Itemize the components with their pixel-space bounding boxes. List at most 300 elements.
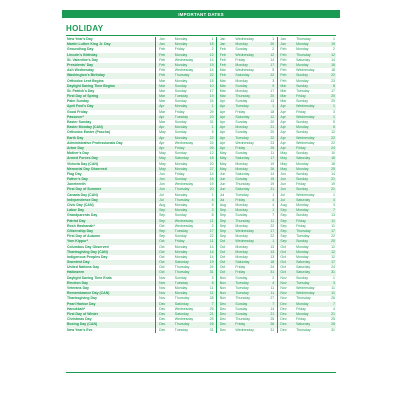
day-number-cell: 22	[331, 140, 335, 145]
month-cell: Sep	[219, 213, 226, 218]
holiday-name: Administrative Professionals Day	[67, 140, 123, 145]
day-number-cell: 29	[209, 109, 214, 114]
day-number-cell: 19	[270, 182, 275, 187]
day-number-cell: 16	[325, 63, 336, 68]
month-cell: Jun	[279, 187, 295, 192]
weekday-cell: Monday	[296, 161, 309, 166]
month-cell: Oct	[219, 250, 235, 255]
weekday-cell: Sunday	[174, 151, 187, 156]
month-cell: Feb	[279, 63, 295, 68]
weekday-cell: Tuesday	[295, 281, 325, 286]
weekday-cell: Monday	[235, 88, 248, 93]
weekday-cell: Sunday	[235, 47, 248, 52]
weekday-cell: Thursday	[174, 198, 204, 203]
weekday-cell: Sunday	[234, 312, 264, 317]
weekday-cell: Thursday	[235, 296, 251, 301]
month-cell: Sep	[219, 223, 226, 228]
weekday-cell: Monday	[235, 254, 248, 259]
weekday-cell: Monday	[234, 167, 264, 172]
holiday-name: Remembrance Day (CAN)	[66, 291, 154, 296]
day-number-cell: 31	[270, 327, 275, 332]
day-number-cell: 21	[325, 312, 336, 317]
holiday-name: Sweetest Day	[66, 260, 154, 265]
day-number-cell: 16	[204, 177, 214, 182]
month-cell: Sep	[219, 219, 235, 224]
weekday-cell: Wednesday	[235, 68, 254, 73]
day-number-cell: 17	[265, 229, 275, 234]
weekday-cell: Wednesday	[296, 192, 315, 197]
day-number-cell: 17	[270, 88, 275, 93]
month-cell: Dec	[280, 306, 287, 311]
month-cell: Mar	[158, 84, 174, 89]
weekday-cell: Monday	[235, 223, 248, 228]
month-cell: Sep	[279, 219, 295, 224]
month-cell: Dec	[219, 302, 235, 307]
weekday-cell: Saturday	[235, 171, 250, 176]
day-number-cell: 1	[325, 115, 336, 120]
day-number-cell: 21	[325, 187, 336, 192]
month-cell: Sep	[279, 229, 295, 234]
weekday-cell: Monday	[295, 125, 325, 130]
weekday-cell: Monday	[234, 42, 264, 47]
month-cell: Apr	[159, 140, 165, 145]
weekday-cell: Thursday	[296, 296, 311, 301]
month-cell: Oct	[159, 254, 165, 259]
day-number-cell: 15	[265, 177, 275, 182]
month-cell: Oct	[159, 265, 165, 270]
weekday-cell: Monday	[235, 161, 248, 166]
day-number-cell: 12	[265, 53, 275, 58]
holiday-name: Easter Monday (CAN)	[66, 125, 154, 130]
day-number-cell: 2	[333, 47, 335, 52]
day-number-cell: 2	[272, 47, 275, 52]
weekday-cell: Wednesday	[296, 140, 315, 145]
weekday-cell: Tuesday	[234, 281, 264, 286]
month-cell: May	[159, 130, 166, 135]
month-cell: Feb	[158, 53, 174, 58]
day-number-cell: 26	[265, 322, 275, 327]
weekday-cell: Sunday	[295, 73, 325, 78]
month-cell: Oct	[159, 223, 165, 228]
month-cell: Jan	[279, 42, 295, 47]
month-cell: Nov	[279, 281, 295, 286]
weekday-cell: Wednesday	[235, 327, 254, 332]
month-cell: Oct	[219, 254, 226, 259]
weekday-cell: Sunday	[174, 88, 187, 93]
month-cell: Apr	[279, 136, 295, 141]
day-number-cell: 19	[331, 182, 335, 187]
holiday-name: Hanukkah*	[67, 306, 86, 311]
holiday-name: Citizenship Day	[66, 229, 154, 234]
day-number-cell: 27	[204, 167, 214, 172]
day-number-cell: 20	[209, 161, 214, 166]
month-cell: Jun	[280, 171, 287, 176]
day-number-cell: 1	[333, 192, 335, 197]
month-cell: Mar	[280, 99, 287, 104]
day-number-cell: 16	[325, 156, 336, 161]
weekday-cell: Sunday	[234, 84, 264, 89]
day-number-cell: 24	[209, 265, 214, 270]
holiday-name: Yom Kippur*	[66, 239, 154, 244]
holiday-name: Labor Day	[66, 208, 154, 213]
weekday-cell: Sunday	[235, 120, 248, 124]
weekday-cell: Friday	[296, 223, 306, 228]
month-cell: Apr	[158, 104, 174, 109]
day-number-cell: 1	[204, 125, 214, 130]
month-cell: Sep	[158, 229, 174, 234]
weekday-cell: Saturday	[295, 322, 325, 327]
day-number-cell: 17	[331, 88, 335, 93]
weekday-cell: Friday	[234, 146, 264, 151]
month-cell: Dec	[279, 312, 295, 317]
month-cell: Mar	[159, 109, 166, 114]
day-number-cell: 11	[270, 286, 275, 290]
weekday-cell: Wednesday	[174, 219, 204, 224]
holiday-name: Independence Day	[66, 198, 154, 203]
day-number-cell: 22	[331, 234, 335, 239]
month-cell: Feb	[219, 73, 235, 78]
day-number-cell: 7	[325, 208, 336, 213]
weekday-cell: Tuesday	[235, 192, 249, 197]
month-cell: May	[219, 156, 235, 161]
weekday-cell: Thursday	[174, 270, 204, 275]
day-number-cell: 11	[209, 286, 214, 290]
weekday-cell: Tuesday	[234, 104, 264, 109]
day-number-cell: 20	[270, 130, 275, 135]
weekday-cell: Tuesday	[174, 115, 204, 120]
holiday-name: Father's Day	[66, 177, 154, 182]
day-number-cell: 11	[325, 219, 336, 224]
weekday-cell: Tuesday	[234, 291, 264, 296]
month-cell: Apr	[219, 109, 226, 114]
month-cell: Nov	[159, 286, 166, 290]
day-number-cell: 25	[209, 306, 214, 311]
weekday-cell: Saturday	[295, 156, 325, 161]
month-cell: Apr	[279, 104, 295, 109]
weekday-cell: Saturday	[234, 187, 264, 192]
weekday-cell: Monday	[296, 47, 309, 52]
day-number-cell: 12	[209, 151, 214, 156]
day-number-cell: 2	[204, 208, 214, 213]
holiday-name: Armed Forces Day	[66, 156, 154, 161]
day-number-cell: 23	[204, 115, 214, 120]
day-number-cell: 12	[331, 130, 335, 135]
weekday-cell: Tuesday	[174, 327, 189, 332]
weekday-cell: Saturday	[234, 73, 264, 78]
weekday-cell: Thursday	[174, 265, 190, 270]
month-cell: Aug	[280, 203, 287, 207]
day-number-cell: 7	[325, 302, 336, 307]
holiday-name: Pearl Harbor Day	[66, 302, 154, 307]
month-cell: Mar	[159, 120, 166, 124]
holiday-name: Patriot Day	[66, 219, 154, 224]
day-number-cell: 22	[204, 136, 214, 141]
weekday-cell: Monday	[296, 244, 309, 249]
day-number-cell: 26	[265, 167, 275, 172]
day-number-cell: 8	[211, 213, 214, 218]
month-cell: Apr	[219, 146, 235, 151]
day-number-cell: 1	[204, 104, 214, 109]
day-number-cell: 31	[325, 270, 336, 275]
month-cell: Oct	[279, 250, 295, 255]
day-number-cell: 26	[204, 146, 214, 151]
weekday-cell: Friday	[174, 239, 204, 244]
day-number-cell: 7	[265, 302, 275, 307]
day-number-cell: 4	[272, 203, 275, 207]
day-number-cell: 1	[265, 104, 275, 109]
weekday-cell: Sunday	[174, 99, 187, 104]
month-cell: Sep	[280, 234, 287, 239]
day-number-cell: 18	[265, 260, 275, 265]
day-number-cell: 3	[211, 275, 214, 280]
month-cell: Apr	[280, 109, 286, 114]
day-number-cell: 26	[331, 296, 335, 301]
month-cell: Oct	[219, 260, 235, 265]
weekday-cell: Saturday	[174, 260, 204, 265]
weekday-cell: Sunday	[295, 239, 325, 244]
weekday-cell: Sunday	[174, 234, 187, 239]
day-number-cell: 3	[325, 281, 336, 286]
holiday-name: Earth Day	[66, 136, 154, 141]
holiday-name: Civic Day (CAN)	[67, 203, 94, 207]
weekday-cell: Sunday	[296, 151, 308, 156]
day-number-cell: 18	[331, 68, 335, 73]
month-cell: Apr	[219, 120, 226, 124]
month-cell: May	[159, 151, 166, 156]
month-cell: Dec	[159, 317, 166, 322]
day-number-cell: 12	[325, 53, 336, 58]
month-cell: Jan	[159, 37, 165, 41]
month-cell: Dec	[219, 317, 226, 322]
month-cell: Sep	[279, 208, 295, 213]
weekday-cell: Saturday	[295, 260, 325, 265]
weekday-cell: Friday	[234, 270, 264, 275]
day-number-cell: 14	[331, 57, 335, 62]
day-number-cell: 1	[265, 239, 275, 244]
month-cell: Jul	[279, 198, 295, 203]
day-number-cell: 12	[331, 254, 335, 259]
month-cell: Dec	[159, 327, 166, 332]
day-number-cell: 22	[265, 73, 275, 78]
weekday-cell: Wednesday	[235, 37, 254, 41]
day-number-cell: 21	[265, 187, 275, 192]
holiday-name: Lincoln's Birthday	[66, 53, 154, 58]
divider	[66, 35, 336, 36]
day-number-cell: 31	[209, 327, 214, 332]
month-cell: May	[158, 156, 174, 161]
weekday-cell: Tuesday	[174, 94, 204, 99]
month-cell: Dec	[159, 306, 166, 311]
weekday-cell: Friday	[235, 265, 246, 270]
month-cell: Oct	[158, 239, 174, 244]
weekday-cell: Friday	[174, 171, 185, 176]
weekday-cell: Sunday	[234, 302, 264, 307]
day-number-cell: 14	[209, 254, 214, 259]
month-cell: Feb	[158, 63, 174, 68]
day-number-cell: 1	[272, 192, 275, 197]
day-number-cell: 14	[270, 171, 275, 176]
month-cell: Apr	[279, 146, 295, 151]
month-cell: Oct	[219, 270, 235, 275]
day-number-cell: 20	[265, 42, 275, 47]
page-header: IMPORTANT DATES	[62, 10, 340, 18]
month-cell: Feb	[159, 47, 166, 52]
day-number-cell: 21	[265, 125, 275, 130]
day-number-cell: 11	[204, 219, 214, 224]
month-cell: Oct	[158, 250, 174, 255]
day-number-cell: 24	[331, 265, 335, 270]
holiday-name: New Year's Day	[67, 37, 93, 41]
weekday-cell: Sunday	[295, 84, 325, 89]
weekday-cell: Wednesday	[235, 140, 254, 145]
day-number-cell: 12	[331, 244, 335, 249]
day-number-cell: 7	[272, 213, 275, 218]
weekday-cell: Thursday	[296, 327, 311, 332]
month-cell: Jun	[158, 177, 174, 182]
weekday-cell: Thursday	[174, 322, 204, 327]
weekday-cell: Monday	[174, 291, 204, 296]
day-number-cell: 17	[204, 229, 214, 234]
weekday-cell: Wednesday	[174, 317, 194, 322]
holiday-name: Mother's Day	[67, 151, 89, 156]
section-title: HOLIDAY	[66, 24, 104, 33]
month-cell: Jul	[219, 198, 235, 203]
day-number-cell: 22	[325, 73, 336, 78]
month-cell: Feb	[279, 73, 295, 78]
day-number-cell: 1	[211, 192, 214, 197]
month-cell: Mar	[219, 68, 226, 73]
holiday-name: Canada Day (CAN)	[67, 192, 98, 197]
weekday-cell: Friday	[296, 182, 306, 187]
day-number-cell: 1	[333, 275, 335, 280]
weekday-cell: Thursday	[174, 187, 204, 192]
day-number-cell: 22	[204, 73, 214, 78]
day-number-cell: 27	[270, 296, 275, 301]
weekday-cell: Wednesday	[295, 291, 325, 296]
day-number-cell: 22	[270, 223, 275, 228]
day-number-cell: 24	[209, 140, 214, 145]
month-cell: Jun	[219, 177, 235, 182]
month-cell: Nov	[279, 291, 295, 296]
day-number-cell: 25	[265, 146, 275, 151]
weekday-cell: Saturday	[174, 312, 204, 317]
weekday-cell: Monday	[174, 37, 188, 41]
month-cell: Jun	[158, 187, 174, 192]
day-number-cell: 17	[265, 63, 275, 68]
day-number-cell: 22	[209, 234, 214, 239]
day-number-cell: 1	[325, 104, 336, 109]
day-number-cell: 4	[204, 198, 214, 203]
weekday-cell: Wednesday	[234, 239, 264, 244]
month-cell: Nov	[219, 291, 235, 296]
weekday-cell: Friday	[234, 198, 264, 203]
weekday-cell: Saturday	[174, 156, 204, 161]
day-number-cell: 11	[265, 291, 275, 296]
day-number-cell: 25	[331, 317, 335, 322]
weekday-cell: Wednesday	[295, 115, 325, 120]
month-cell: Apr	[219, 140, 226, 145]
month-cell: Dec	[158, 312, 174, 317]
day-number-cell: 31	[331, 327, 335, 332]
holiday-name: Washington's Birthday	[66, 73, 154, 78]
month-cell: Jun	[280, 182, 287, 187]
day-number-cell: 17	[325, 229, 336, 234]
day-number-cell: 14	[209, 57, 214, 62]
day-number-cell: 1	[272, 37, 275, 41]
day-number-cell: 17	[265, 156, 275, 161]
month-cell: Jun	[219, 187, 235, 192]
holiday-name: April Fool's Day	[66, 104, 154, 109]
weekday-cell: Tuesday	[296, 88, 310, 93]
day-number-cell: 11	[331, 223, 335, 228]
weekday-cell: Wednesday	[174, 182, 194, 187]
day-number-cell: 15	[204, 42, 214, 47]
month-cell: Jul	[280, 192, 285, 197]
weekday-cell: Sunday	[174, 177, 204, 182]
day-number-cell: 19	[325, 42, 336, 47]
day-number-cell: 31	[209, 120, 214, 124]
month-cell: Jun	[159, 171, 165, 176]
month-cell: Aug	[159, 203, 166, 207]
weekday-cell: Monday	[235, 78, 248, 83]
day-number-cell: 1	[265, 208, 275, 213]
month-cell: Dec	[219, 306, 226, 311]
month-cell: Feb	[280, 68, 287, 73]
day-number-cell: 14	[209, 171, 214, 176]
weekday-cell: Monday	[296, 78, 309, 83]
month-cell: Sep	[280, 213, 287, 218]
month-cell: Sep	[219, 234, 226, 239]
month-cell: Nov	[158, 281, 174, 286]
weekday-cell: Monday	[174, 254, 188, 259]
day-number-cell: 2	[211, 223, 214, 228]
weekday-cell: Sunday	[174, 275, 187, 280]
month-cell: Apr	[280, 140, 286, 145]
day-number-cell: 2	[211, 47, 214, 52]
weekday-cell: Monday	[234, 63, 264, 68]
day-number-cell: 19	[204, 260, 214, 265]
month-cell: Dec	[219, 312, 235, 317]
weekday-cell: Monday	[235, 244, 248, 249]
month-cell: Oct	[158, 260, 174, 265]
weekday-cell: Sunday	[296, 130, 308, 135]
weekday-cell: Monday	[174, 104, 204, 109]
holiday-name: Veterans Day	[67, 286, 89, 290]
weekday-cell: Wednesday	[174, 306, 194, 311]
month-cell: Nov	[219, 296, 226, 301]
month-cell: Apr	[219, 99, 226, 104]
weekday-cell: Monday	[234, 250, 264, 255]
weekday-cell: Friday	[235, 109, 246, 114]
month-cell: Mar	[279, 84, 295, 89]
holiday-name: St. Valentine's Day	[67, 57, 98, 62]
month-cell: Mar	[159, 88, 166, 93]
weekday-cell: Thursday	[235, 317, 251, 322]
holiday-name: United Nations Day	[67, 265, 100, 270]
weekday-cell: Monday	[174, 203, 188, 207]
holiday-name: Columbus Day Observed	[67, 244, 109, 249]
day-number-cell: 4	[265, 281, 275, 286]
day-number-cell: 6	[325, 125, 336, 130]
weekday-cell: Sunday	[235, 99, 248, 104]
weekday-cell: Tuesday	[296, 234, 310, 239]
month-cell: Jun	[219, 171, 226, 176]
weekday-cell: Wednesday	[295, 136, 325, 141]
month-cell: Nov	[280, 296, 287, 301]
day-number-cell: 12	[265, 115, 275, 120]
weekday-cell: Monday	[174, 167, 204, 172]
weekday-cell: Friday	[174, 109, 185, 114]
